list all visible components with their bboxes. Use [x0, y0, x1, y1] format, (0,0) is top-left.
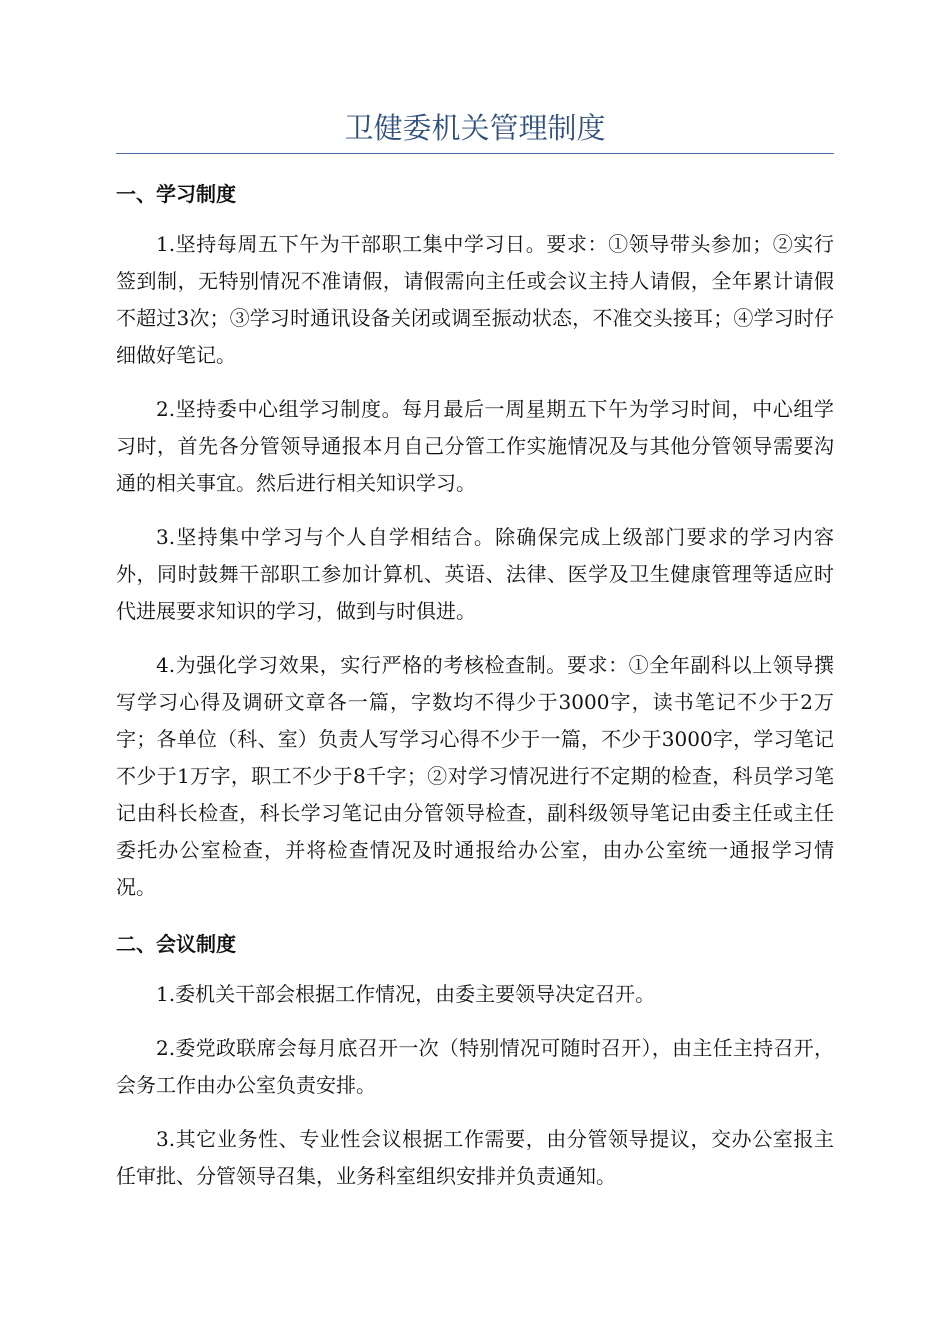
document-title: 卫健委机关管理制度 — [116, 108, 834, 154]
section-heading-study: 一、学习制度 — [116, 182, 236, 206]
study-paragraph-4: 4.为强化学习效果，实行严格的考核检查制。要求：①全年副科以上领导撰写学习心得及调研文章各一篇，字数均不得少于3000字，读书笔记不少于2万字；各单位（科、室）负责人写学习心得不少于一篇，不少于3000字，学习笔记不少于1万字，职工不少于8千字；②对学习情况进行不定期的检查，科员学习笔记由科长检查，科长学习笔记由分管领导检查，副科级领导笔记由委主任或主任委托办公室检查，并将检查情况及时通报给办公室，由办公室统一通报学习情况。 — [116, 653, 834, 899]
meeting-paragraph-2: 2.委党政联席会每月底召开一次（特别情况可随时召开），由主任主持召开，会务工作由办公室负责安排。 — [116, 1036, 834, 1097]
section-heading-meeting: 二、会议制度 — [116, 932, 236, 956]
document-page — [116, 108, 834, 1195]
study-paragraph-3: 3.坚持集中学习与个人自学相结合。除确保完成上级部门要求的学习内容外，同时鼓舞干部职工参加计算机、英语、法律、医学及卫生健康管理等适应时代进展要求知识的学习，做到与时俱进。 — [116, 525, 834, 623]
study-paragraph-2: 2.坚持委中心组学习制度。每月最后一周星期五下午为学习时间，中心组学习时，首先各分管领导通报本月自己分管工作实施情况及与其他分管领导需要沟通的相关事宜。然后进行相关知识学习。 — [116, 397, 834, 495]
meeting-paragraph-3: 3.其它业务性、专业性会议根据工作需要，由分管领导提议，交办公室报主任审批、分管领导召集，业务科室组织安排并负责通知。 — [116, 1127, 834, 1188]
study-paragraph-1: 1.坚持每周五下午为干部职工集中学习日。要求：①领导带头参加；②实行签到制，无特别情况不准请假，请假需向主任或会议主持人请假，全年累计请假不超过3次；③学习时通讯设备关闭或调至振动状态，不准交头接耳；④学习时仔细做好笔记。 — [116, 232, 834, 367]
meeting-paragraph-1: 1.委机关干部会根据工作情况，由委主要领导决定召开。 — [156, 982, 656, 1006]
